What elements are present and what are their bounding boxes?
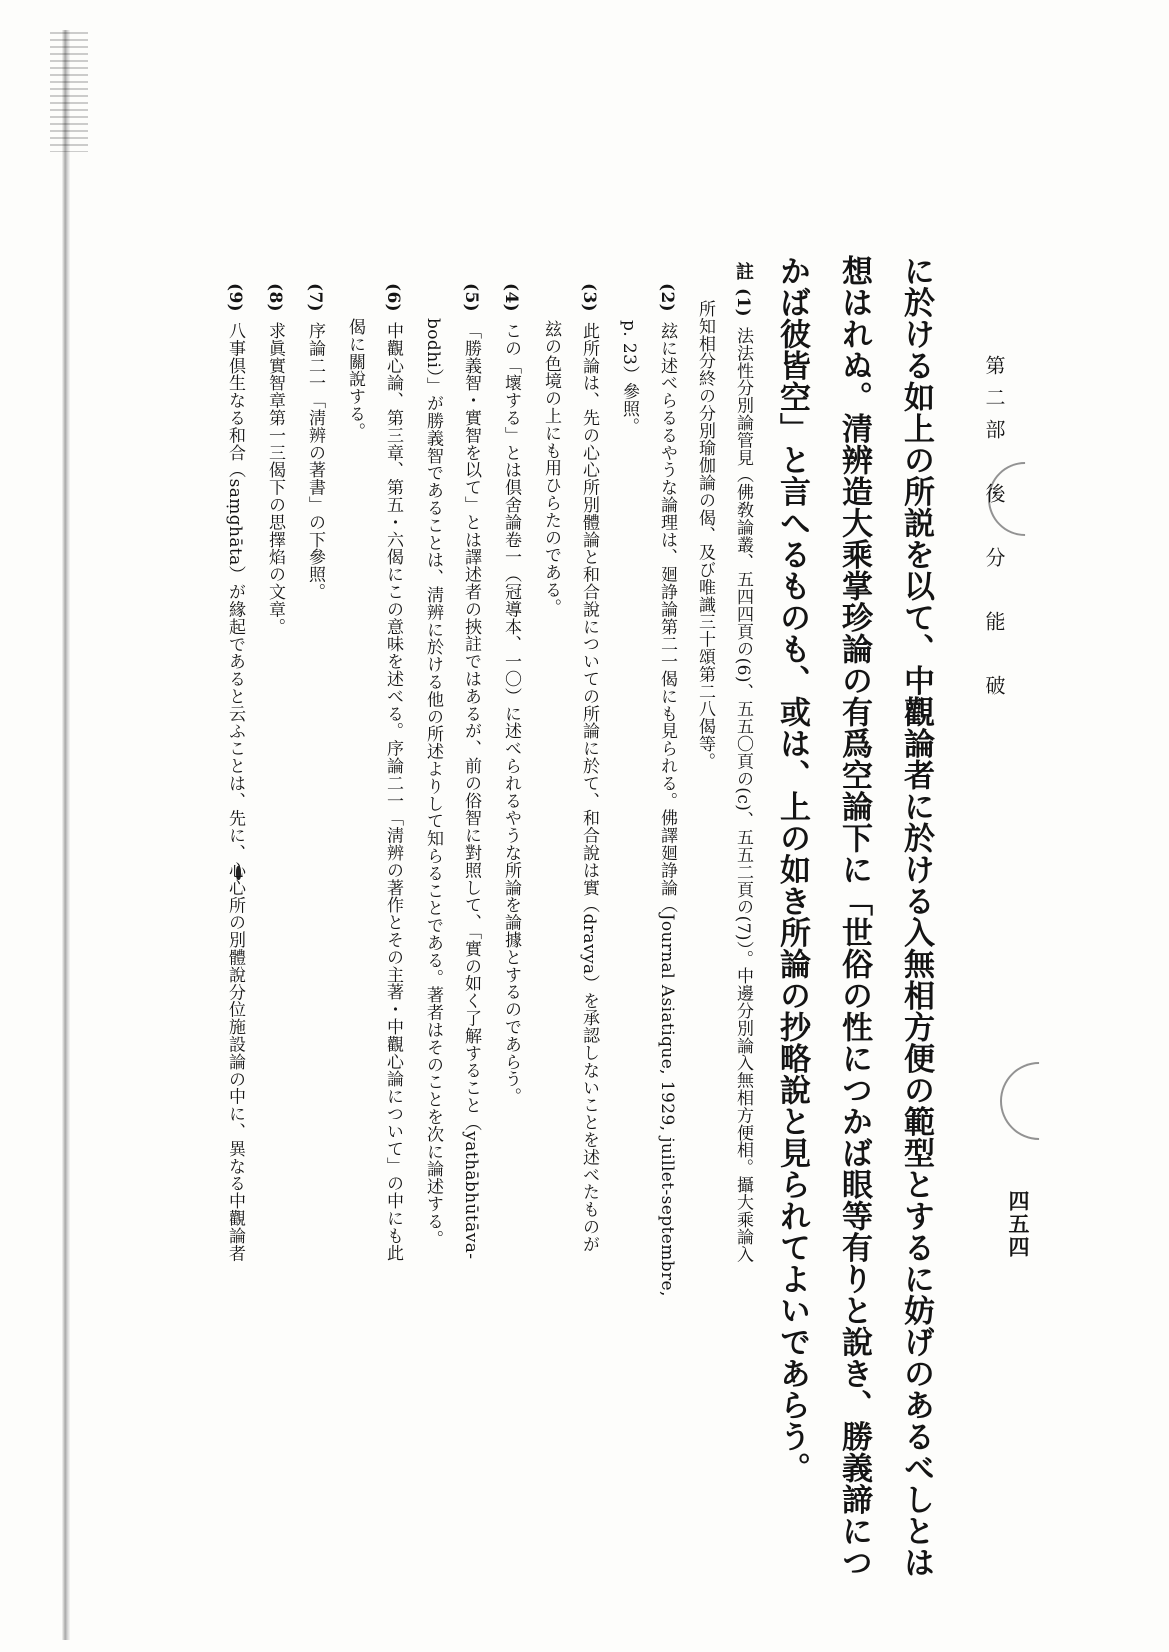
note-mark: (1) [733,288,753,318]
running-title: 第二部 後 分 能 破 [982,355,1006,707]
note-mark: (2) [657,283,677,313]
note-text: 所知相分終の分別瑜伽論の偈、及び唯識三十頌第二八偈等。 [695,300,715,770]
note-text: 求眞實智章第一三偈下の思擇焰の文章。 [265,322,285,636]
note-mark: (8) [265,283,285,313]
body-line: 想はれぬ。清辨造大乘掌珍論の有爲空論下に「世俗の性につかば眼等有りと說き、勝義諦につ [836,255,872,1578]
note-text: 玆に述べらるるやうな論理は、廻諍論第二一偈にも見られる。佛譯廻諍論（Journal Asiatique, 1929, juillet-septembre, [657,322,677,1297]
note-mark: (3) [579,283,599,313]
page-number: 四五四 [1006,1190,1031,1259]
note-item [696,300,713,770]
note-item [266,283,283,635]
note-item [424,318,441,1247]
note-item [734,288,751,1263]
note-item [502,283,519,1105]
note-mark: (9) [225,283,245,313]
note-item [384,283,401,1262]
note-text: 中觀心論、第三章、第五・六偈にこの意味を述べる。序論二一「淸辨の著作とその主著・中觀心論について」の中にも此 [383,322,403,1262]
note-text: 「勝義智・實智を以て」とは譯述者の挾註ではあるが、前の俗智に對照して、「實の如く了解すること（yathābhūtāva- [461,322,481,1260]
note-text: この「壞する」とは倶舍論卷一（冠導本、一〇）に述べられるやうな所論を論據とするのであらう。 [501,322,521,1106]
note-text: 八事倶生なる和合（saṃghāta）が緣起であると云ふことは、先に、心心所の別體說分位施設論の中に、異なる中觀論者 [225,322,245,1262]
notes-heading: 註 [733,262,754,280]
note-text: 玆の色境の上にも用ひらたのである。 [541,320,561,616]
note-item [580,283,597,1253]
body-line: かば彼皆空」と言へるものも、或は、上の如き所論の抄略說と見られてよいであらう。 [774,255,810,1484]
note-mark: (7) [305,283,325,313]
note-text: 此所論は、先の心心所別體論と和合說についての所論に於て、和合說は實（dravya）を承認しないことを述べたものが [579,322,599,1254]
binding-speckle [50,32,88,152]
note-mark: (6) [383,283,403,313]
note-item [542,320,559,616]
note-text: 序論二一「淸辨の著書」の下參照。 [305,322,325,601]
note-mark: (5) [461,283,481,313]
page-arc-artifact [984,1046,1094,1156]
note-item [226,283,243,1262]
note-item [346,318,363,440]
note-text: 偈に關說する。 [345,318,365,440]
binding-edge [62,30,70,1640]
note-mark: (4) [501,283,521,313]
note-text: p. 23）參照。 [619,320,639,435]
note-item [658,283,675,1297]
note-text: bodhi）」が勝義智であることは、淸辨に於ける他の所述よりして知らることである。著者はそのことを次に論述する。 [423,318,443,1248]
note-text: 法法性分別論管見（佛敎論叢、五四四頁の(6)、五五〇頁の(c)、五五二頁の(7)）。中邊分別論入無相方便相。攝大乘論入 [733,327,753,1264]
note-item [306,283,323,601]
note-item [462,283,479,1260]
body-line: に於ける如上の所説を以て、中觀論者に於ける入無相方便の範型とするに妨げのあるべしとは [898,255,934,1578]
note-item [620,320,637,435]
